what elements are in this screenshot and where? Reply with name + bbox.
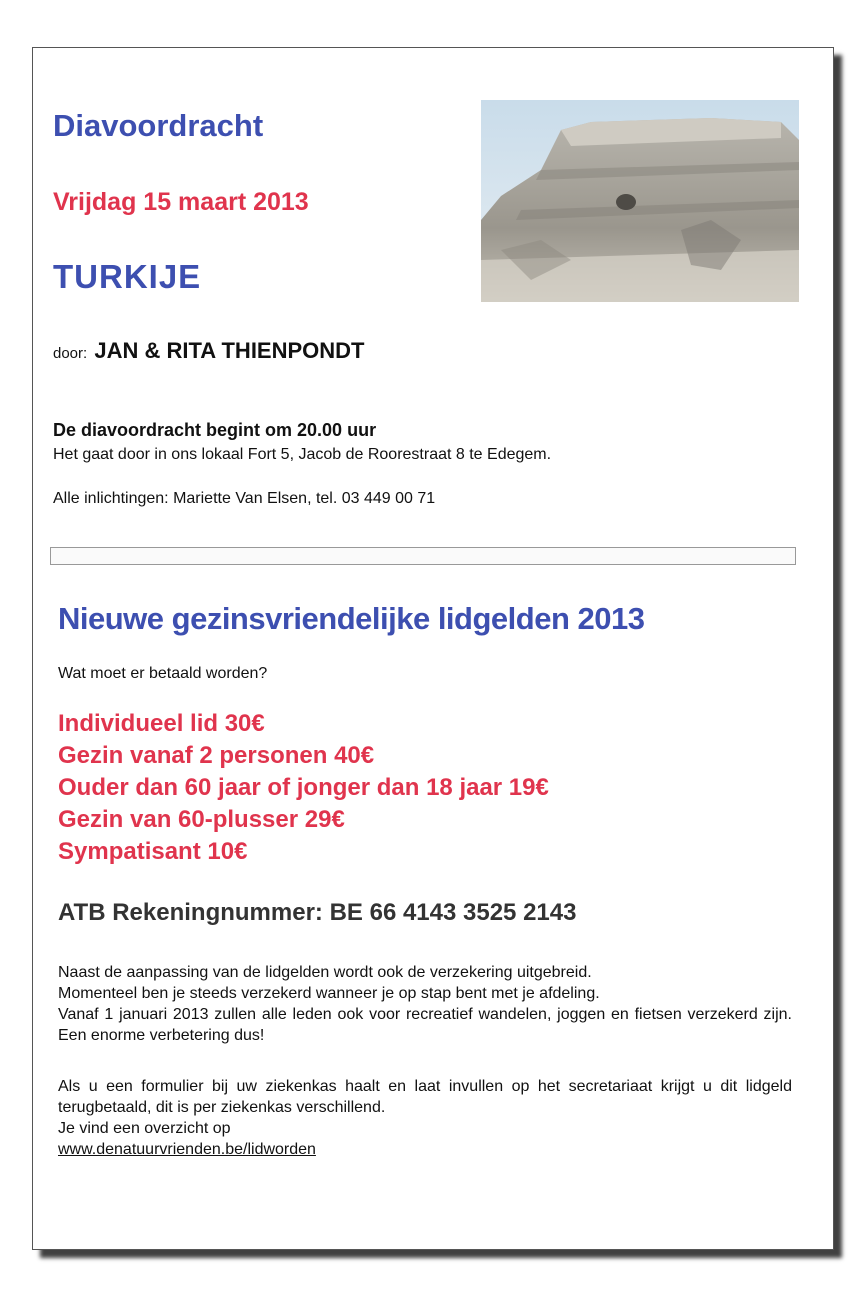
fee-item: Ouder dan 60 jaar of jonger dan 18 jaar 19€ bbox=[58, 774, 549, 801]
insurance-paragraph bbox=[58, 962, 792, 1046]
event-title: Diavoordracht bbox=[53, 108, 264, 143]
byline bbox=[53, 338, 365, 364]
rock-formation-photo bbox=[481, 100, 799, 302]
fee-item: Individueel lid 30€ bbox=[58, 710, 265, 737]
byline-prefix: door: bbox=[53, 345, 88, 362]
membership-heading: Nieuwe gezinsvriendelijke lidgelden 2013 bbox=[58, 601, 645, 636]
paragraph-line: Naast de aanpassing van de lidgelden wordt ook de verzekering uitgebreid. bbox=[58, 964, 592, 981]
paragraph-line: Momenteel ben je steeds verzekerd wanneer je op stap bent met je afdeling. bbox=[58, 985, 600, 1002]
account-number: ATB Rekeningnummer: BE 66 4143 3525 2143 bbox=[58, 899, 577, 926]
divider bbox=[50, 547, 796, 565]
link-prefix: Je vind een overzicht op bbox=[58, 1120, 231, 1137]
event-date: Vrijdag 15 maart 2013 bbox=[53, 188, 309, 216]
paragraph-line: Als u een formulier bij uw ziekenkas haalt en laat invullen op het secretariaat krijgt u dit lidgeld terugbetaald, dit is per ziekenkas verschillend. bbox=[58, 1078, 792, 1116]
paragraph-line: Vanaf 1 januari 2013 zullen alle leden ook voor recreatief wandelen, joggen en fietsen verzekerd zijn. Een enorme verbetering dus! bbox=[58, 1006, 792, 1044]
event-country: TURKIJE bbox=[53, 258, 202, 295]
contact-info: Alle inlichtingen: Mariette Van Elsen, tel. 03 449 00 71 bbox=[53, 490, 436, 507]
fee-item: Gezin van 60-plusser 29€ bbox=[58, 806, 345, 833]
byline-names: JAN & RITA THIENPONDT bbox=[94, 338, 365, 363]
membership-question: Wat moet er betaald worden? bbox=[58, 665, 268, 682]
membership-link[interactable]: www.denatuurvrienden.be/lidworden bbox=[58, 1141, 316, 1158]
fee-item: Gezin vanaf 2 personen 40€ bbox=[58, 742, 375, 769]
refund-paragraph bbox=[58, 1076, 792, 1160]
photo-illustration bbox=[481, 100, 799, 302]
start-time: De diavoordracht begint om 20.00 uur bbox=[53, 420, 377, 440]
fee-list bbox=[58, 708, 549, 868]
flyer-page bbox=[32, 47, 834, 1250]
link-line bbox=[58, 1118, 792, 1160]
fee-item: Sympatisant 10€ bbox=[58, 838, 248, 865]
event-location: Het gaat door in ons lokaal Fort 5, Jacob de Roorestraat 8 te Edegem. bbox=[53, 446, 552, 463]
